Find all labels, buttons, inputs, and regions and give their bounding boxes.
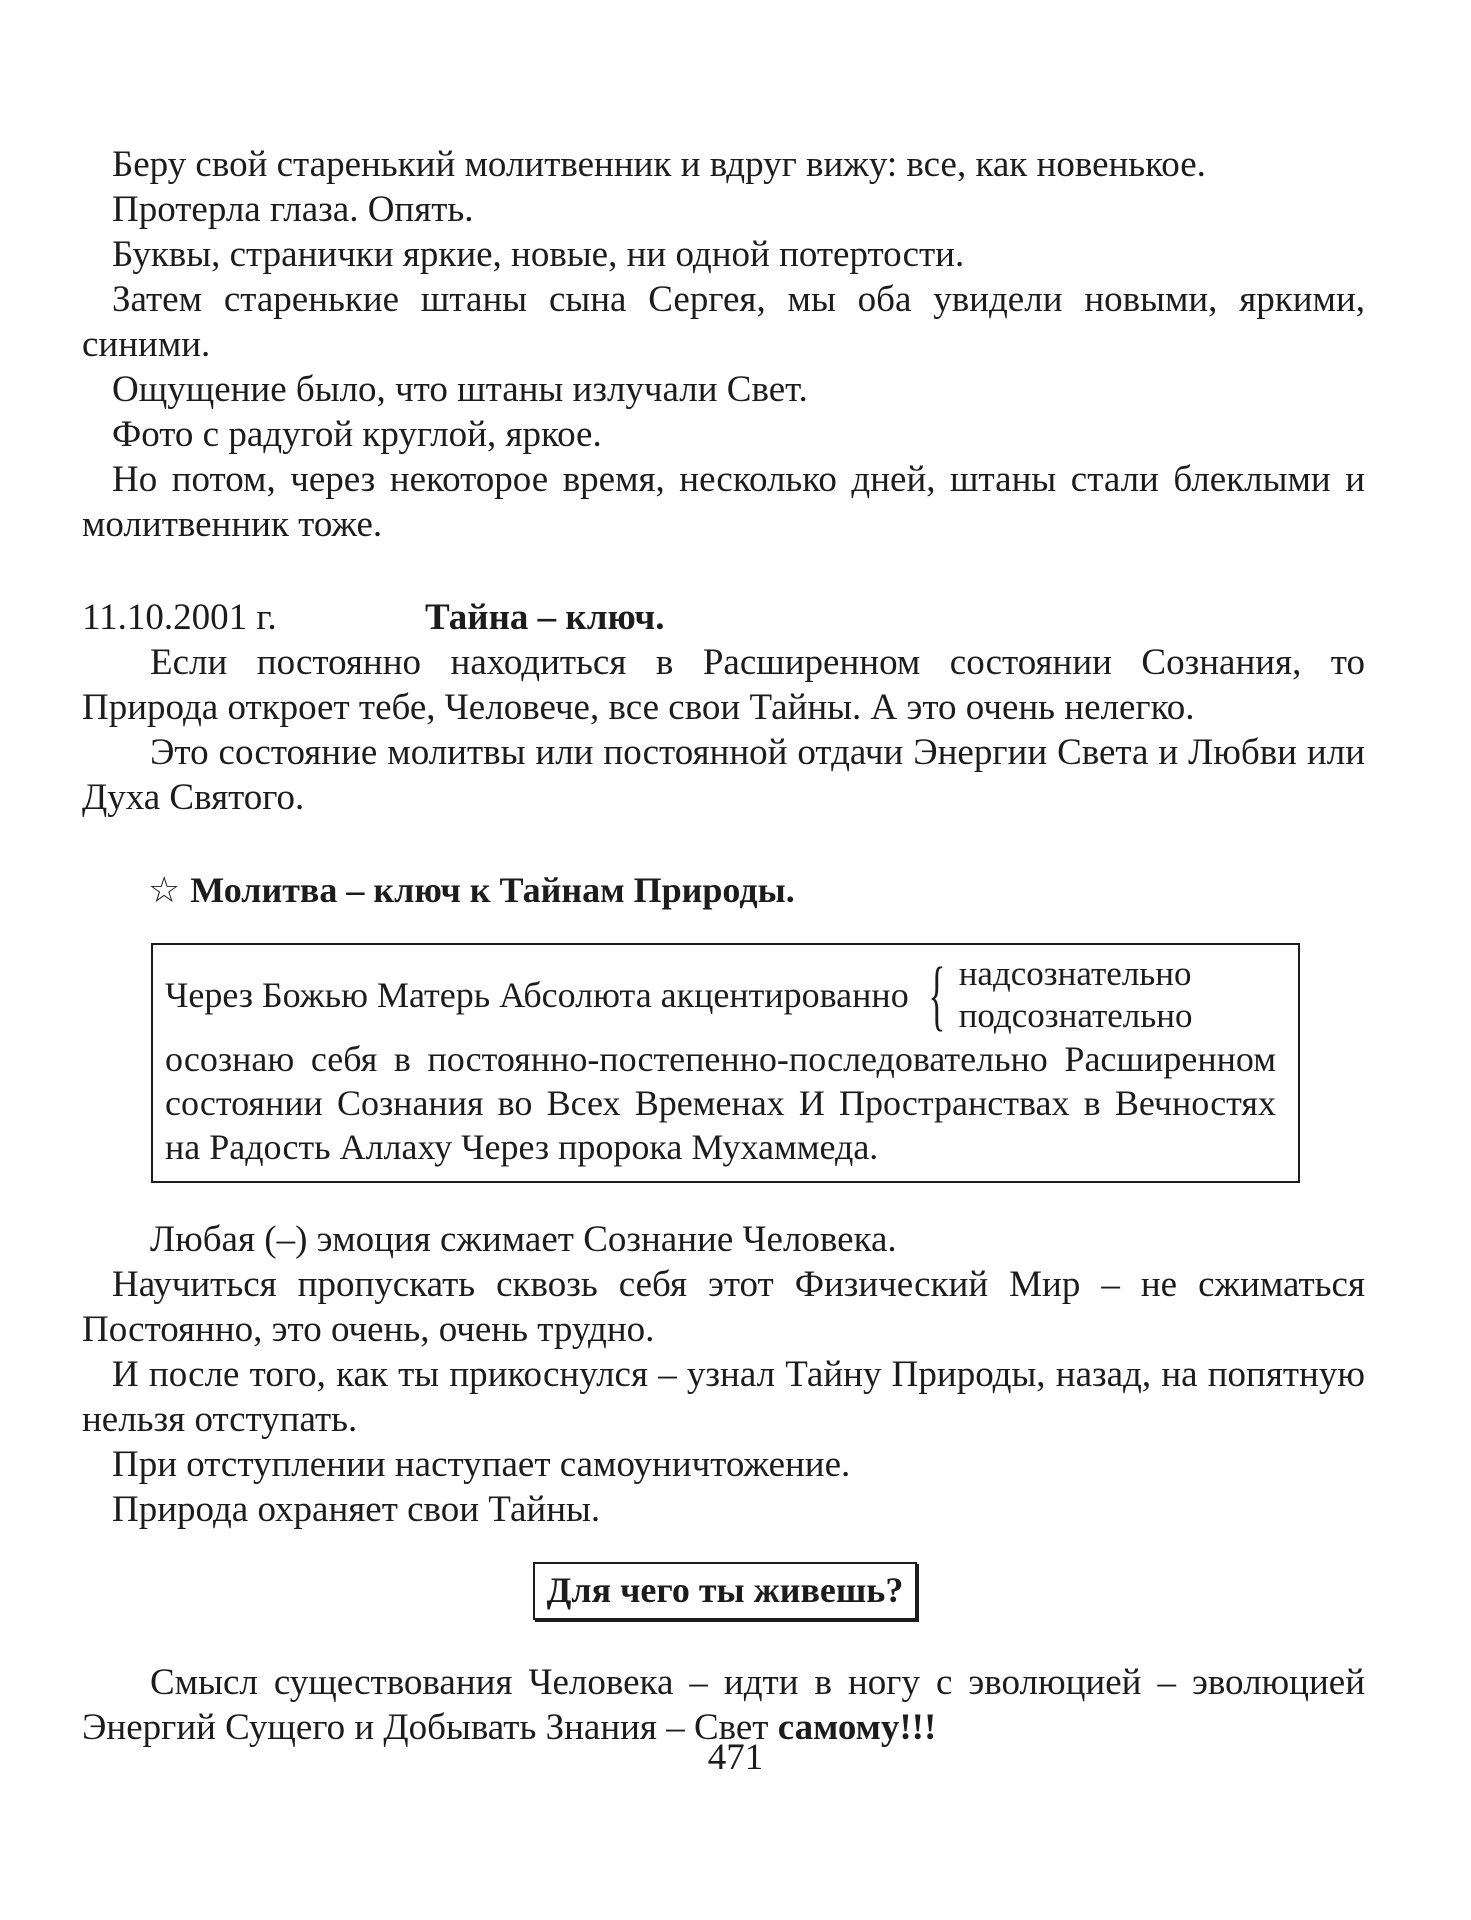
paragraph: Это состояние молитвы или постоянной отдачи Энергии Света и Любви или Духа Святого. [82,732,1365,818]
paragraph: Протерла глаза. Опять. [112,189,474,230]
prayer-option: надсознательно [958,954,1192,993]
question-box: Для чего ты живешь? [533,1562,918,1620]
paragraph: Любая (–) эмоция сжимает Сознание Человека. [150,1219,897,1260]
paragraph: Фото с радугой круглой, яркое. [112,414,602,455]
paragraph: Если постоянно находиться в Расширенном состоянии Сознания, то Природа откроет тебе, Человече, все свои Тайны. А это очень нелегко. [82,642,1365,728]
paragraph: И после того, как ты прикоснулся – узнал Тайну Природы, назад, на попятную нельзя отступать. [82,1354,1365,1440]
prayer-options [959,953,1193,1037]
prayer-heading-text: Молитва – ключ к Тайнам Природы. [190,870,795,910]
prayer-first-line [165,953,1276,1037]
paragraph: Буквы, странички яркие, новые, ни одной потертости. [112,234,965,275]
entry-date: 11.10.2001 г. [82,597,277,638]
paragraph: Но потом, через некоторое время, несколько дней, штаны стали блеклыми и молитвенник тоже. [82,459,1365,545]
prayer-box [151,943,1300,1183]
page-number: 471 [707,1737,764,1778]
prayer-body: осознаю себя в постоянно-постепенно-последовательно Расширенном состоянии Сознания во Всех Временах И Пространствах в Вечностях на Радость Аллаху Через пророка Мухаммеда. [165,1039,1276,1167]
page-body [82,142,1365,1750]
paragraph: Беру свой старенький молитвенник и вдруг вижу: все, как новенькое. [112,144,1206,185]
prayer-heading [148,868,1365,913]
paragraph: Затем старенькие штаны сына Сергея, мы оба увидели новыми, яркими, синими. [82,279,1365,365]
curly-brace-icon: { [928,951,946,1038]
prayer-option: подсознательно [958,996,1193,1035]
entry-title: Тайна – ключ. [425,597,665,638]
closing-emphasis: самому!!! [777,1707,937,1748]
prayer-first-text: Через Божью Матерь Абсолюта акцентированно [165,975,909,1015]
paragraph: Ощущение было, что штаны излучали Свет. [112,369,808,410]
paragraph: При отступлении наступает самоуничтожение. [112,1444,851,1485]
paragraph: Природа охраняет свои Тайны. [112,1489,601,1530]
star-icon: ☆ [148,870,181,910]
question-box-wrapper [82,1562,1365,1620]
closing-text: Смысл существования Человека – идти в ногу с эволюцией – эволюцией Энергий Сущего и Добывать Знания – Свет [82,1662,1365,1748]
paragraph: Научиться пропускать сквозь себя этот Физический Мир – не сжиматься Постоянно, это очень, очень трудно. [82,1264,1365,1350]
dated-entry-header [82,595,1365,640]
